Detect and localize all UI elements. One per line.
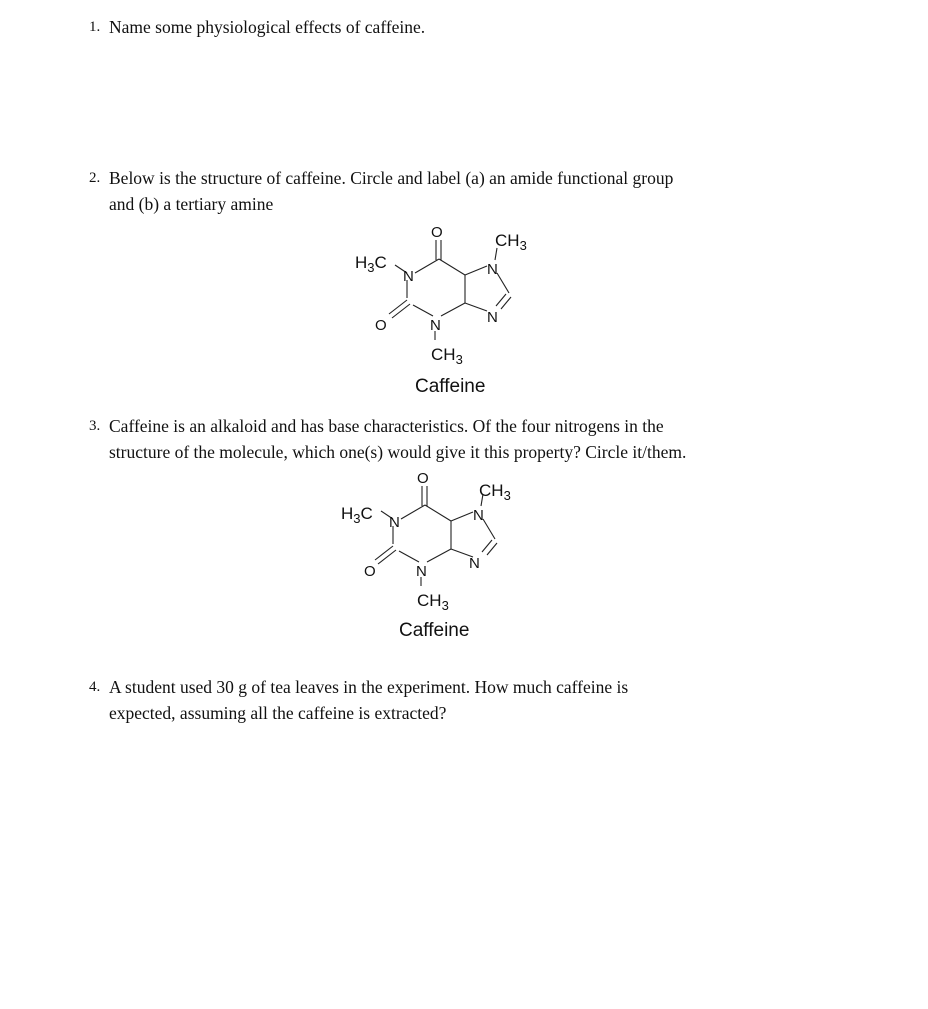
nitrogen-atom: N bbox=[416, 563, 427, 580]
caffeine-diagram bbox=[345, 218, 565, 398]
question-text-continued: expected, assuming all the caffeine is extracted? bbox=[109, 703, 447, 723]
oxygen-atom: O bbox=[375, 317, 387, 334]
question-2 bbox=[89, 165, 829, 217]
question-number: 4. bbox=[89, 679, 101, 695]
question-text-continued: structure of the molecule, which one(s) would give it this property? Circle it/them. bbox=[109, 442, 687, 462]
nitrogen-atom: N bbox=[473, 507, 484, 524]
question-text: Below is the structure of caffeine. Circle and label (a) an amide functional group bbox=[109, 168, 674, 188]
nitrogen-atom: N bbox=[430, 317, 441, 334]
caffeine-structure bbox=[345, 218, 565, 398]
question-4 bbox=[89, 674, 829, 726]
structure-caption: Caffeine bbox=[415, 376, 486, 397]
question-1 bbox=[89, 14, 829, 40]
oxygen-atom: O bbox=[417, 470, 429, 487]
nitrogen-atom: N bbox=[403, 268, 414, 285]
oxygen-atom: O bbox=[364, 563, 376, 580]
methyl-group-label: $H_3C$ bbox=[355, 253, 387, 275]
question-3 bbox=[89, 413, 829, 465]
structure-caption: Caffeine bbox=[399, 620, 470, 641]
question-text-continued: and (b) a tertiary amine bbox=[109, 194, 274, 214]
methyl-group-label: $CH_3$ bbox=[431, 345, 463, 367]
question-text: Name some physiological effects of caffeine. bbox=[109, 17, 426, 37]
methyl-group-label: $CH_3$ bbox=[479, 481, 511, 503]
methyl-group-label: $H_3C$ bbox=[341, 504, 373, 526]
question-number: 3. bbox=[89, 418, 101, 434]
oxygen-atom: O bbox=[431, 224, 443, 241]
question-number: 1. bbox=[89, 19, 101, 35]
nitrogen-atom: N bbox=[389, 514, 400, 531]
nitrogen-atom: N bbox=[469, 555, 480, 572]
caffeine-diagram bbox=[331, 464, 551, 644]
methyl-group-label: $CH_3$ bbox=[495, 231, 527, 253]
question-text: Caffeine is an alkaloid and has base characteristics. Of the four nitrogens in the bbox=[109, 416, 664, 436]
question-number: 2. bbox=[89, 170, 101, 186]
nitrogen-atom: N bbox=[487, 261, 498, 278]
caffeine-structure bbox=[331, 464, 551, 644]
question-text: A student used 30 g of tea leaves in the experiment. How much caffeine is bbox=[109, 677, 629, 697]
methyl-group-label: $CH_3$ bbox=[417, 591, 449, 613]
nitrogen-atom: N bbox=[487, 309, 498, 326]
